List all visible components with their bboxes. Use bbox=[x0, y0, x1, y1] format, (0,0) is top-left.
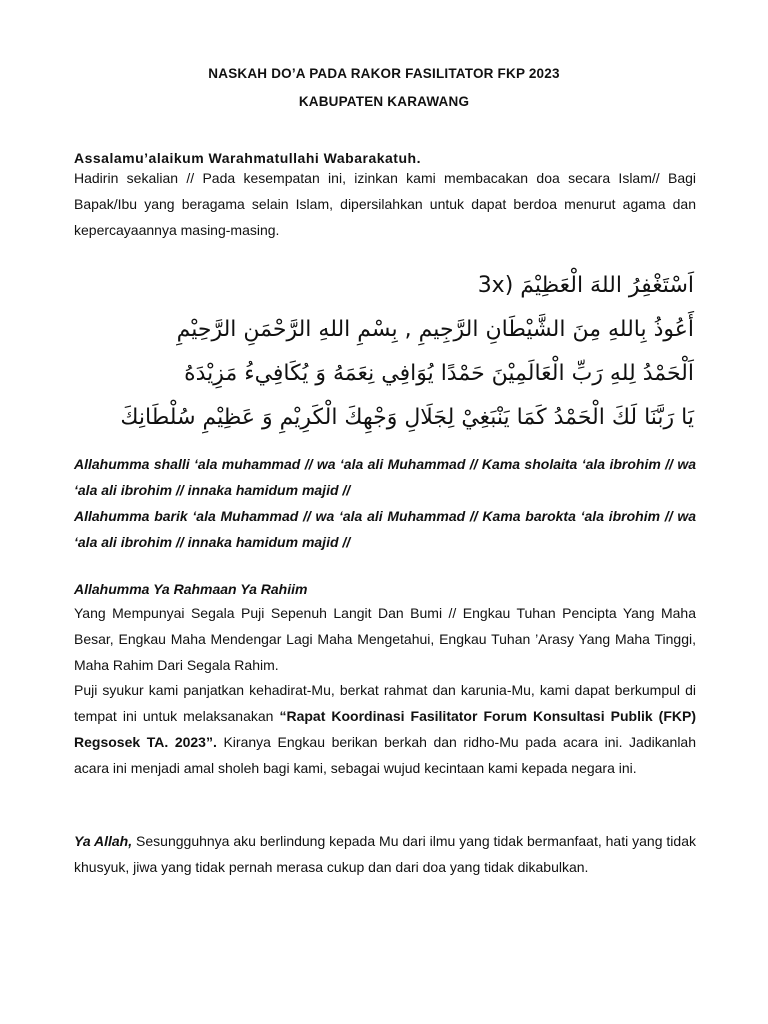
ya-allah-lead: Ya Allah, bbox=[74, 833, 133, 849]
shalawat-block bbox=[74, 451, 696, 555]
ya-allah-paragraph bbox=[74, 828, 696, 880]
puji-text-before: Puji syukur kami panjatkan kehadirat-Mu, berkat rahmat dan karunia-Mu, kami dapat berkumpul di tempat ini untuk melaksanakan bbox=[74, 682, 696, 724]
greeting: Assalamu’alaikum Warahmatullahi Wabarakatuh. bbox=[74, 150, 421, 166]
doc-title-line-1: NASKAH DO’A PADA RAKOR FASILITATOR FKP 2023 bbox=[208, 66, 560, 81]
arabic-hamdalah: اَلْحَمْدُ لِلهِ رَبِّ الْعَالَمِيْنَ حَمْدًا يُوَافِي نِعَمَهُ وَ يُكَافِيءُ مَزِيْدَهُ bbox=[184, 361, 694, 386]
puji-syukur-paragraph bbox=[74, 677, 696, 781]
puji-text-after: Kiranya Engkau berikan berkah dan ridho-Mu pada acara ini. Jadikanlah acara ini menjadi amal sholeh bagi kami, sebagai wujud kecintaan kami kepada negara ini. bbox=[74, 734, 696, 776]
rahmaan-heading: Allahumma Ya Rahmaan Ya Rahiim bbox=[74, 581, 308, 597]
event-name: “Rapat Koordinasi Fasilitator Forum Konsultasi Publik (FKP) Regsosek TA. 2023”. bbox=[74, 708, 696, 750]
arabic-istighfar: اَسْتَغْفِرُ اللهَ الْعَظِيْمَ (3x bbox=[477, 273, 694, 298]
arabic-taawudz-basmalah: أَعُوذُ بِاللهِ مِنَ الشَّيْطَانِ الرَّجِيمِ , بِسْمِ اللهِ الرَّحْمَنِ الرَّحِيْمِ bbox=[176, 317, 694, 342]
shalawat-line-1: Allahumma shalli ‘ala muhammad // wa ‘ala ali Muhammad // Kama sholaita ‘ala ibrohim // wa ‘ala ali ibrohim // innaka hamidum majid // bbox=[74, 456, 696, 498]
intro-paragraph: Hadirin sekalian // Pada kesempatan ini, izinkan kami membacakan doa secara Islam// Bagi Bapak/Ibu yang beragama selain Islam, dipersilahkan untuk dapat berdoa menurut agama dan kepercayaannya masing-masing. bbox=[74, 170, 696, 238]
arabic-ya-rabbana: يَا رَبَّنَا لَكَ الْحَمْدُ كَمَا يَنْبَغِيْ لِجَلَالِ وَجْهِكَ الْكَرِيْمِ وَ عَظِيْمِ سُلْطَانِكَ bbox=[120, 405, 694, 430]
ya-allah-text: Sesungguhnya aku berlindung kepada Mu dari ilmu yang tidak bermanfaat, hati yang tidak khusyuk, jiwa yang tidak pernah merasa cukup dan dari doa yang tidak dikabulkan. bbox=[74, 833, 696, 875]
doc-title-line-2: KABUPATEN KARAWANG bbox=[298, 94, 470, 109]
shalawat-line-2: Allahumma barik ‘ala Muhammad // wa ‘ala ali Muhammad // Kama barokta ‘ala ibrohim // wa ‘ala ali ibrohim // innaka hamidum majid // bbox=[74, 508, 696, 550]
rahmaan-paragraph: Yang Mempunyai Segala Puji Sepenuh Langit Dan Bumi // Engkau Tuhan Pencipta Yang Maha Besar, Engkau Maha Mendengar Lagi Maha Mengetahui, Engkau Tuhan ’Arasy Yang Maha Tinggi, Maha Rahim Dari Segala Rahim. bbox=[74, 605, 696, 673]
